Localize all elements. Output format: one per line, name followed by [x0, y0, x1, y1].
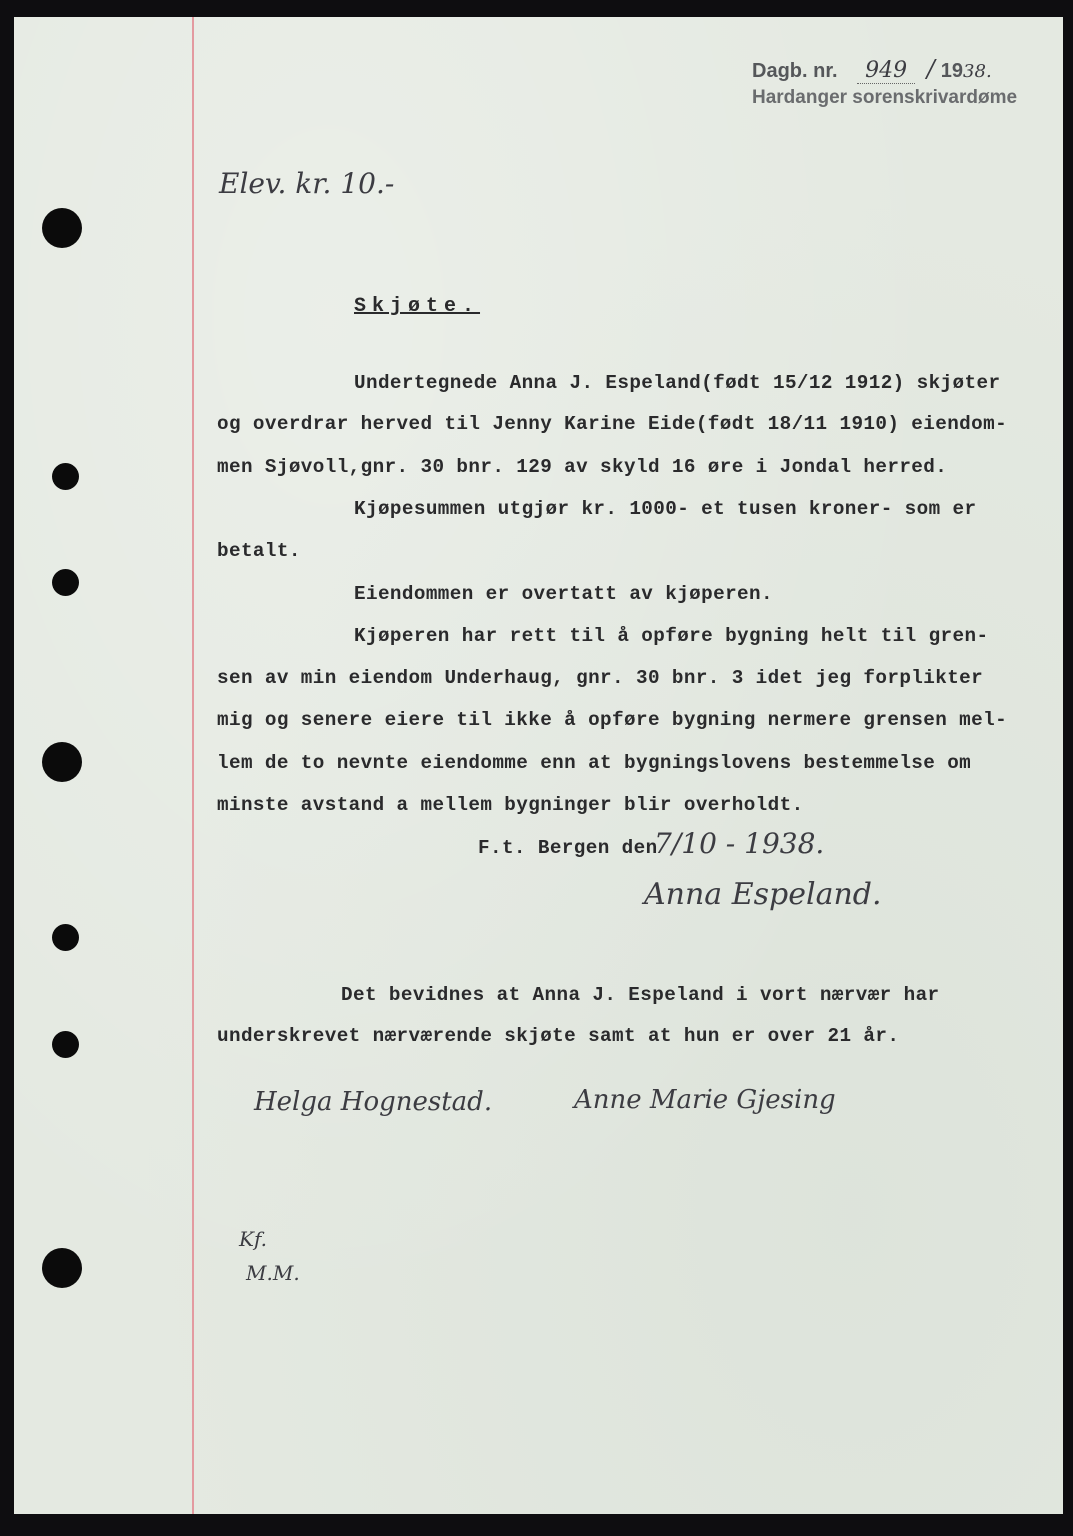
dagb-label: Dagb. nr. — [752, 60, 838, 82]
body-line: sen av min eiendom Underhaug, gnr. 30 bnr. 3 idet jeg forplikter — [217, 667, 984, 689]
body-line: Kjøpesummen utgjør kr. 1000- et tusen kroner- som er — [354, 498, 977, 520]
witness-signature: Anne Marie Gjesing — [574, 1085, 836, 1115]
fee-note: Elev. kr. 10.- — [219, 167, 395, 200]
initials: Kf. — [239, 1227, 267, 1251]
punch-hole-icon — [52, 924, 79, 951]
dagb-year-handwritten: 38. — [963, 61, 992, 82]
body-line: Undertegnede Anna J. Espeland(født 15/12 1912) skjøter — [354, 372, 1001, 394]
dagb-number: 949 — [857, 58, 915, 84]
body-line: betalt. — [217, 540, 301, 562]
witness-signature: Helga Hognestad. — [254, 1087, 493, 1117]
place-date-handwritten: 7/10 - 1938. — [654, 827, 825, 860]
body-line: mig og senere eiere til ikke å opføre bygning nermere grensen mel- — [217, 709, 1008, 731]
place-date-typed: F.t. Bergen den — [478, 837, 658, 859]
punch-hole-icon — [42, 742, 82, 782]
document-page — [14, 17, 1063, 1514]
witness-line: underskrevet nærværende skjøte samt at hun er over 21 år. — [217, 1025, 900, 1047]
punch-hole-icon — [52, 463, 79, 490]
red-margin-line — [192, 17, 194, 1514]
seller-signature: Anna Espeland. — [644, 877, 882, 912]
body-line: minste avstand a mellem bygninger blir overholdt. — [217, 794, 804, 816]
body-line: og overdrar herved til Jenny Karine Eide(født 18/11 1910) eiendom- — [217, 413, 1008, 435]
initials: M.M. — [246, 1261, 300, 1285]
body-line: lem de to nevnte eiendomme enn at bygningslovens bestemmelse om — [217, 752, 972, 774]
body-line: Kjøperen har rett til å opføre bygning helt til gren- — [354, 625, 989, 647]
document-title: Skjøte. — [354, 295, 481, 318]
body-line: Eiendommen er overtatt av kjøperen. — [354, 583, 773, 605]
dagb-year-printed: 19 — [940, 60, 964, 82]
office-stamp: Hardanger sorenskrivardøme — [752, 87, 1018, 108]
dagbok-stamp — [752, 55, 992, 83]
body-line: men Sjøvoll,gnr. 30 bnr. 129 av skyld 16 øre i Jondal herred. — [217, 456, 948, 478]
witness-line: Det bevidnes at Anna J. Espeland i vort nærvær har — [341, 984, 940, 1006]
punch-hole-icon — [42, 208, 82, 248]
dagb-separator: / — [926, 55, 935, 83]
punch-hole-icon — [42, 1248, 82, 1288]
punch-hole-icon — [52, 1031, 79, 1058]
punch-hole-icon — [52, 569, 79, 596]
